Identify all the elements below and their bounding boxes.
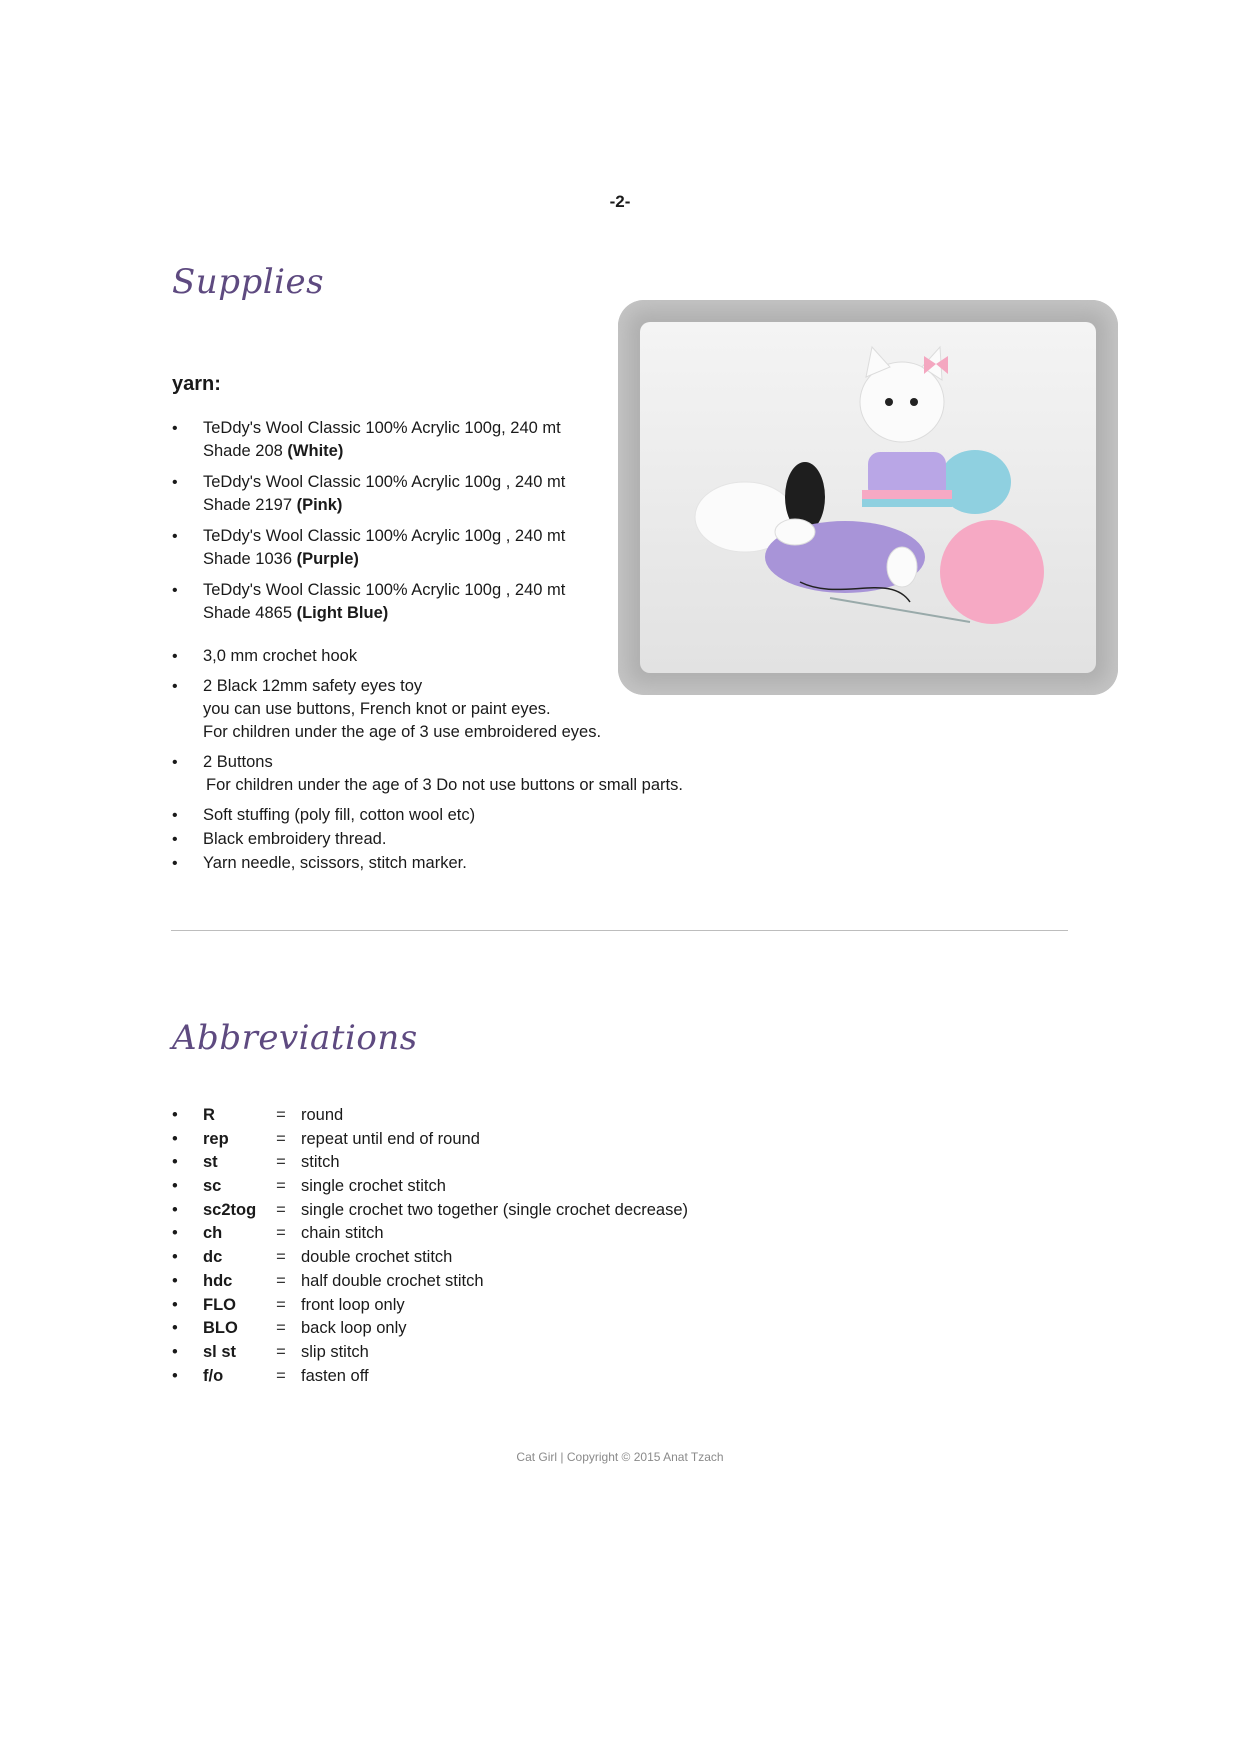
abbreviations-list (172, 1104, 688, 1388)
abbreviation-item (172, 1104, 688, 1128)
yarn-color: (Pink) (296, 496, 343, 514)
yarn-color: (White) (287, 442, 344, 460)
abbreviation-definition: round (301, 1106, 344, 1124)
abbreviation-key: R (203, 1106, 215, 1124)
buttons-line: 2 Buttons (203, 753, 273, 771)
abbreviation-key: sl st (203, 1342, 237, 1361)
abbreviation-item (172, 1341, 688, 1365)
list-item (172, 471, 632, 517)
eyes-note: you can use buttons, French knot or paint eyes. (203, 700, 551, 718)
abbreviation-key: f/o (203, 1366, 224, 1385)
yarn-description: TeDdy's Wool Classic 100% Acrylic 100g , 240 mt (203, 581, 566, 599)
equals-sign: = (276, 1200, 286, 1219)
eyes-warning: For children under the age of 3 use embroidered eyes. (203, 723, 602, 741)
doll-leg-right (887, 547, 917, 587)
abbreviation-key: rep (203, 1129, 229, 1148)
abbreviation-definition: single crochet two together (single crochet decrease) (301, 1200, 689, 1219)
yarn-color: (Light Blue) (296, 604, 389, 622)
hook-text: 3,0 mm crochet hook (203, 647, 358, 665)
cat-doll-illustration (640, 322, 1096, 673)
abbreviation-definition: back loop only (301, 1319, 407, 1338)
abbreviation-definition: fasten off (301, 1366, 369, 1385)
abbreviation-item (172, 1151, 688, 1175)
equals-sign: = (276, 1129, 286, 1148)
section-divider (171, 930, 1068, 931)
abbreviation-definition: stitch (301, 1153, 340, 1172)
yarn-shade: Shade 2197 (203, 496, 297, 514)
yarn-shade: Shade 208 (203, 442, 288, 460)
equals-sign: = (276, 1177, 286, 1196)
abbreviation-definition: slip stitch (301, 1342, 369, 1361)
abbreviation-definition: repeat until end of round (301, 1129, 480, 1148)
equals-sign: = (276, 1366, 286, 1385)
eyes-line: 2 Black 12mm safety eyes toy (203, 677, 423, 695)
abbreviation-key: FLO (203, 1295, 236, 1314)
equals-sign: = (276, 1106, 286, 1124)
list-item (172, 525, 632, 571)
equals-sign: = (276, 1248, 286, 1267)
abbreviation-item (172, 1246, 688, 1270)
abbreviation-key: hdc (203, 1271, 233, 1290)
list-item-thread (172, 828, 792, 851)
stuffing-text: Soft stuffing (poly fill, cotton wool etc) (203, 806, 476, 824)
doll-eye-right (910, 398, 918, 406)
abbreviation-item (172, 1199, 688, 1223)
yarn-shade: Shade 4865 (203, 604, 297, 622)
yarn-description: TeDdy's Wool Classic 100% Acrylic 100g , 240 mt (203, 473, 566, 491)
list-item (172, 579, 632, 625)
abbreviation-item (172, 1270, 688, 1294)
yarn-shade: Shade 1036 (203, 550, 297, 568)
abbreviation-item (172, 1294, 688, 1318)
yarn-description: TeDdy's Wool Classic 100% Acrylic 100g , 240 mt (203, 527, 566, 545)
abbreviation-item (172, 1365, 688, 1389)
abbreviation-definition: half double crochet stitch (301, 1271, 484, 1290)
list-item-needle (172, 852, 792, 875)
abbreviation-key: sc2tog (203, 1200, 257, 1219)
thread-text: Black embroidery thread. (203, 830, 387, 848)
yarn-heading: yarn: (172, 373, 221, 395)
page-number: -2- (609, 192, 631, 211)
list-item (172, 417, 632, 463)
equals-sign: = (276, 1342, 286, 1361)
footer-copyright: Cat Girl | Copyright © 2015 Anat Tzach (516, 1450, 724, 1464)
abbreviation-definition: double crochet stitch (301, 1248, 453, 1267)
needle-text: Yarn needle, scissors, stitch marker. (203, 854, 467, 872)
abbreviation-definition: front loop only (301, 1295, 405, 1314)
yarn-color: (Purple) (296, 550, 359, 568)
equals-sign: = (276, 1295, 286, 1314)
supplies-title: Supplies (172, 262, 325, 302)
equals-sign: = (276, 1153, 286, 1172)
doll-leg-left (775, 519, 815, 545)
buttons-warning: For children under the age of 3 Do not use buttons or small parts. (206, 776, 683, 794)
list-item-stuffing (172, 804, 792, 827)
abbreviation-item (172, 1222, 688, 1246)
equals-sign: = (276, 1271, 286, 1290)
abbreviation-key: ch (203, 1224, 223, 1243)
dress-stripe-blue (862, 499, 952, 507)
abbreviation-key: sc (203, 1177, 222, 1196)
abbreviation-definition: chain stitch (301, 1224, 384, 1243)
pink-yarn-ball (940, 520, 1044, 624)
yarn-description: TeDdy's Wool Classic 100% Acrylic 100g, 240 mt (203, 419, 561, 437)
abbreviation-item (172, 1317, 688, 1341)
abbreviation-item (172, 1128, 688, 1152)
cat-doll-photo (618, 300, 1118, 695)
abbreviation-key: st (203, 1153, 218, 1172)
equals-sign: = (276, 1224, 286, 1243)
abbreviation-key: BLO (203, 1319, 238, 1338)
abbreviations-title: Abbreviations (172, 1018, 418, 1058)
equals-sign: = (276, 1319, 286, 1338)
abbreviation-key: dc (203, 1248, 223, 1267)
dress-stripe-pink (862, 490, 952, 499)
abbreviation-definition: single crochet stitch (301, 1177, 446, 1196)
abbreviation-item (172, 1175, 688, 1199)
list-item-buttons (172, 751, 792, 797)
doll-eye-left (885, 398, 893, 406)
yarn-list (172, 417, 632, 633)
